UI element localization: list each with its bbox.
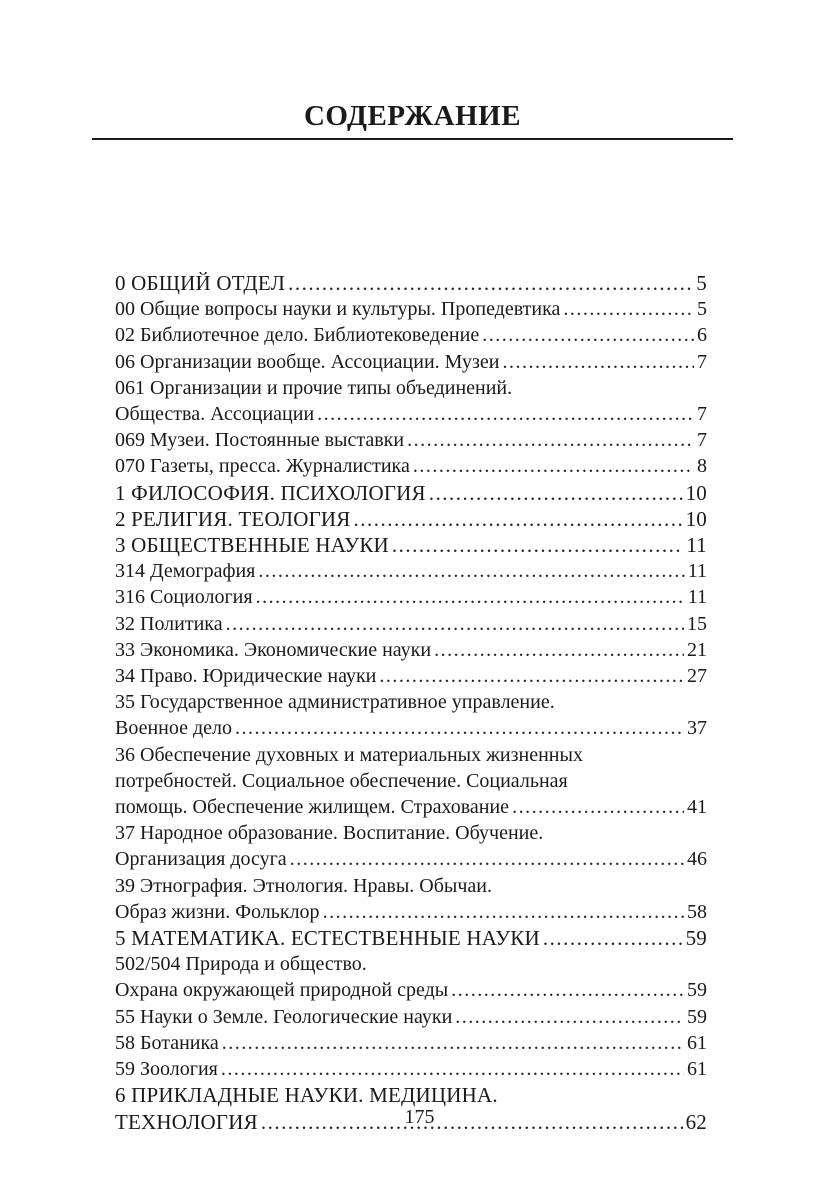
toc-entry-row bbox=[115, 427, 707, 453]
dot-leader bbox=[221, 1056, 684, 1082]
toc-entry-title: помощь. Обеспечение жилищем. Страхование bbox=[115, 796, 510, 819]
toc-entry[interactable] bbox=[115, 611, 707, 637]
toc-entry-title: 069 Музеи. Постоянные выставки bbox=[115, 429, 405, 452]
toc-entry[interactable] bbox=[115, 427, 707, 453]
toc-entry-page: 7 bbox=[697, 403, 707, 426]
toc-entry-row bbox=[115, 1030, 707, 1056]
toc-entry-line: 36 Обеспечение духовных и материальных жизненных bbox=[115, 743, 583, 766]
toc-entry-row bbox=[115, 637, 707, 663]
dot-leader bbox=[323, 899, 684, 925]
toc-entry[interactable] bbox=[115, 558, 707, 584]
toc-entry-page: 59 bbox=[685, 926, 707, 951]
toc-entry-title: Охрана окружающей природной среды bbox=[115, 979, 449, 1002]
toc-entry[interactable] bbox=[115, 349, 707, 375]
toc-entry-row bbox=[115, 846, 707, 872]
toc-entry-title: 1 ФИЛОСОФИЯ. ПСИХОЛОГИЯ bbox=[115, 480, 426, 505]
toc-entry[interactable] bbox=[115, 1056, 707, 1082]
toc-entry[interactable] bbox=[115, 637, 707, 663]
toc-entry-row bbox=[115, 480, 707, 506]
toc-entry-title: 070 Газеты, пресса. Журналистика bbox=[115, 455, 410, 478]
toc-entry-page: 61 bbox=[687, 1031, 707, 1054]
dot-leader bbox=[434, 637, 684, 663]
toc-entry-page: 7 bbox=[697, 350, 707, 373]
dot-leader bbox=[392, 532, 683, 558]
toc-entry-title: Организация досуга bbox=[115, 848, 287, 871]
toc-entry-row bbox=[115, 899, 707, 925]
toc-entry-page: 6 bbox=[697, 324, 707, 347]
dot-leader bbox=[413, 453, 694, 479]
toc-entry-row bbox=[115, 558, 707, 584]
toc-entry[interactable] bbox=[115, 480, 707, 506]
toc-entry-page: 5 bbox=[696, 271, 707, 295]
dot-leader bbox=[543, 925, 683, 951]
toc-entry-page: 41 bbox=[687, 796, 707, 819]
toc-entry[interactable] bbox=[115, 584, 707, 610]
toc-entry-line: 37 Народное образование. Воспитание. Обучение. bbox=[115, 822, 544, 845]
toc-entry-title: 59 Зоология bbox=[115, 1058, 218, 1081]
toc-entry-title: 3 ОБЩЕСТВЕННЫЕ НАУКИ bbox=[115, 533, 389, 558]
toc-entry-page: 58 bbox=[687, 900, 707, 923]
toc-entry-title: ТЕХНОЛОГИЯ bbox=[115, 1109, 258, 1134]
toc-entry-row bbox=[115, 925, 707, 951]
toc-entry-page: 5 bbox=[697, 298, 707, 321]
dot-leader bbox=[429, 480, 683, 506]
toc-entry[interactable] bbox=[115, 873, 707, 925]
toc-entry-row bbox=[115, 506, 707, 532]
toc-entry-row bbox=[115, 349, 707, 375]
toc-entry-line: 6 ПРИКЛАДНЫЕ НАУКИ. МЕДИЦИНА. bbox=[115, 1083, 498, 1108]
toc-entry-title: 33 Экономика. Экономические науки bbox=[115, 638, 432, 661]
toc-entry-page: 59 bbox=[687, 979, 707, 1002]
dot-leader bbox=[288, 270, 693, 296]
toc-entry-page: 15 bbox=[687, 612, 707, 635]
toc-entry[interactable] bbox=[115, 820, 707, 872]
toc-entry-title: 316 Социология bbox=[115, 586, 253, 609]
toc-entry[interactable] bbox=[115, 322, 707, 348]
toc-entry[interactable] bbox=[115, 375, 707, 427]
dot-leader bbox=[512, 794, 684, 820]
dot-leader bbox=[407, 427, 694, 453]
dot-leader bbox=[455, 1004, 684, 1030]
dot-leader bbox=[354, 506, 683, 532]
toc-entry-line: потребностей. Социальное обеспечение. Социальная bbox=[115, 769, 568, 792]
toc-entry-page: 61 bbox=[687, 1058, 707, 1081]
toc-entry-row bbox=[115, 1056, 707, 1082]
toc-entry-page: 11 bbox=[687, 560, 707, 583]
dot-leader bbox=[226, 611, 684, 637]
toc-entry-row bbox=[115, 611, 707, 637]
toc-entry-page: 27 bbox=[687, 665, 707, 688]
dot-leader bbox=[379, 663, 684, 689]
toc-entry-line: 061 Организации и прочие типы объединений. bbox=[115, 376, 513, 399]
toc-entry-title: 34 Право. Юридические науки bbox=[115, 665, 377, 688]
toc-entry-row bbox=[115, 296, 707, 322]
dot-leader bbox=[502, 349, 694, 375]
dot-leader bbox=[317, 401, 694, 427]
toc-entry-title: 2 РЕЛИГИЯ. ТЕОЛОГИЯ bbox=[115, 506, 351, 531]
toc-entry-title: Образ жизни. Фольклор bbox=[115, 900, 320, 923]
toc-entry-title: 02 Библиотечное дело. Библиотековедение bbox=[115, 324, 480, 347]
toc-entry-row bbox=[115, 715, 707, 741]
toc-entry-page: 59 bbox=[687, 1005, 707, 1028]
toc-entry-page: 8 bbox=[697, 455, 707, 478]
dot-leader bbox=[482, 322, 694, 348]
toc-entry-title: 32 Политика bbox=[115, 612, 223, 635]
toc-entry[interactable] bbox=[115, 506, 707, 532]
toc-entry-page: 37 bbox=[687, 717, 707, 740]
dot-leader bbox=[290, 846, 684, 872]
dot-leader bbox=[256, 584, 685, 610]
dot-leader bbox=[222, 1030, 684, 1056]
toc-entry[interactable] bbox=[115, 663, 707, 689]
toc-entry-row bbox=[115, 584, 707, 610]
toc-entry[interactable] bbox=[115, 453, 707, 479]
toc-entry-row bbox=[115, 453, 707, 479]
toc-entry[interactable] bbox=[115, 925, 707, 951]
toc-entry[interactable] bbox=[115, 270, 707, 296]
table-of-contents bbox=[115, 270, 707, 1135]
toc-entry-row bbox=[115, 1004, 707, 1030]
toc-entry-row bbox=[115, 322, 707, 348]
toc-entry[interactable] bbox=[115, 1030, 707, 1056]
toc-entry-page: 62 bbox=[685, 1109, 707, 1134]
toc-entry-row bbox=[115, 663, 707, 689]
toc-entry-title: 0 ОБЩИЙ ОТДЕЛ bbox=[115, 271, 286, 295]
toc-entry-line: 35 Государственное административное управление. bbox=[115, 691, 555, 714]
toc-entry[interactable] bbox=[115, 742, 707, 821]
dot-leader bbox=[258, 558, 684, 584]
toc-entry-title: 314 Демография bbox=[115, 560, 256, 583]
toc-entry-row bbox=[115, 270, 707, 296]
dot-leader bbox=[235, 715, 684, 741]
toc-entry-title: Общества. Ассоциации bbox=[115, 403, 315, 426]
toc-entry[interactable] bbox=[115, 296, 707, 322]
toc-entry-title: 58 Ботаника bbox=[115, 1031, 219, 1054]
page-title: СОДЕРЖАНИЕ bbox=[303, 100, 522, 132]
toc-entry-title: 5 МАТЕМАТИКА. ЕСТЕСТВЕННЫЕ НАУКИ bbox=[115, 926, 540, 951]
title-rule bbox=[92, 138, 733, 140]
toc-entry[interactable] bbox=[115, 532, 707, 558]
toc-entry-page: 10 bbox=[685, 506, 707, 531]
page-number: 175 bbox=[404, 1106, 435, 1128]
toc-entry-page: 11 bbox=[686, 533, 707, 558]
toc-entry[interactable] bbox=[115, 951, 707, 1003]
toc-entry-line: 39 Этнография. Этнология. Нравы. Обычаи. bbox=[115, 874, 492, 897]
toc-entry-page: 10 bbox=[685, 480, 707, 505]
toc-entry-line: 502/504 Природа и общество. bbox=[115, 953, 367, 976]
toc-entry-title: 55 Науки о Земле. Геологические науки bbox=[115, 1005, 453, 1028]
toc-entry-title: 00 Общие вопросы науки и культуры. Пропедевтика bbox=[115, 298, 561, 321]
dot-leader bbox=[451, 977, 684, 1003]
toc-entry-row bbox=[115, 532, 707, 558]
toc-entry-page: 7 bbox=[697, 429, 707, 452]
toc-entry-row bbox=[115, 977, 707, 1003]
toc-entry-row bbox=[115, 794, 707, 820]
toc-entry-page: 46 bbox=[687, 848, 707, 871]
toc-entry-page: 11 bbox=[687, 586, 707, 609]
toc-entry-page: 21 bbox=[687, 638, 707, 661]
toc-entry-title: 06 Организации вообще. Ассоциации. Музеи bbox=[115, 350, 500, 373]
dot-leader bbox=[563, 296, 694, 322]
toc-entry-row bbox=[115, 401, 707, 427]
toc-entry-title: Военное дело bbox=[115, 717, 233, 740]
toc-entry[interactable] bbox=[115, 689, 707, 741]
toc-entry[interactable] bbox=[115, 1004, 707, 1030]
